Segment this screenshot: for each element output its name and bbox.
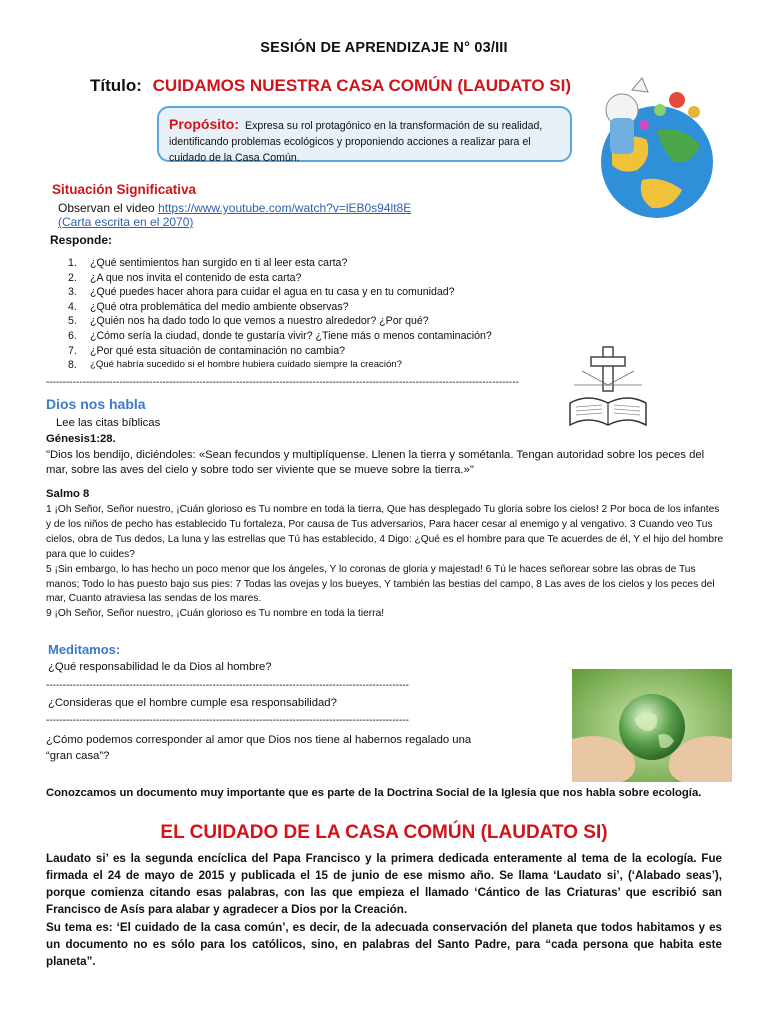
hands-globe-photo <box>572 669 732 782</box>
item-number: 5. <box>68 315 77 328</box>
section-title: EL CUIDADO DE LA CASA COMÚN (LAUDATO SI) <box>160 822 608 843</box>
session-header: SESIÓN DE APRENDIZAJE N° 03/III <box>260 40 508 56</box>
genesis-text: "Dios los bendijo, diciéndoles: «Sean fecundos y multiplíquense. Llenen la tierra y sométanla. Tengan autoridad sobre los peces del mar, sobre las aves del cielo y sobre todo ser viviente que se mueve sobre la tierra.»" <box>46 449 705 476</box>
meditate-question: ¿Cómo podemos corresponder al amor que Dios nos tiene al habernos regalado una <box>46 734 472 746</box>
item-text: ¿A que nos invita el contenido de esta carta? <box>90 271 302 284</box>
item-text: ¿Qué sentimientos han surgido en ti al leer esta carta? <box>90 257 348 269</box>
video-link[interactable]: https://www.youtube.com/watch?v=lEB0s94lt8E <box>158 201 412 215</box>
psalm-paragraph: 5 ¡Sin embargo, lo has hecho un poco menor que los ángeles, Y lo coronas de gloria y majestad! 6 Tú le haces señorear sobre las obras de Tus manos; Todo lo has puesto bajo sus pies: 7 Todas las ovejas y los bueyes, Y también las bestias del campo, 8 Las aves de los cielos y los peces del mar, Cuanto atraviesa las sendas de los mares. <box>46 563 715 605</box>
list-item <box>68 256 492 271</box>
item-number: 1. <box>68 257 77 269</box>
separator-line: ---------------------------------------------------------------------------------------------------------------------------------------------- <box>46 377 519 388</box>
respond-label: Responde: <box>50 233 113 247</box>
psalm-paragraph: 9 ¡Oh Señor, Señor nuestro, ¡Cuán glorioso es Tu nombre en toda la tierra! <box>46 608 385 620</box>
video-block <box>58 201 411 229</box>
list-item <box>68 271 492 286</box>
meditate-question: ¿Consideras que el hombre cumple esa responsabilidad? <box>48 697 337 709</box>
item-number: 7. <box>68 344 77 357</box>
item-text: ¿Cómo sería la ciudad, donde te gustaría vivir? ¿Tiene más o menos contaminación? <box>90 329 492 342</box>
answer-line: ------------------------------------------------------------------------------------------------------------- <box>46 680 409 691</box>
item-number: 6. <box>68 329 77 342</box>
video-prefix: Observan el video <box>58 201 155 215</box>
title-value: CUIDAMOS NUESTRA CASA COMÚN (LAUDATO SI) <box>152 76 572 95</box>
item-text: ¿Qué otra problemática del medio ambiente observas? <box>90 300 349 313</box>
purpose-text: Expresa su rol protagónico en la transformación de su realidad, identificando problemas ecológicos y proponiendo acciones a realizar para el cuidado de la Casa Común. <box>169 120 543 164</box>
answer-line: ------------------------------------------------------------------------------------------------------------- <box>46 715 409 726</box>
intro-document: Conozcamos un documento muy importante que es parte de la Doctrina Social de la Iglesia que nos habla sobre ecología. <box>46 787 702 799</box>
god-speaks-heading: Dios nos habla <box>46 396 146 412</box>
meditate-question: ¿Qué responsabilidad le da Dios al hombre? <box>48 661 272 673</box>
list-item <box>68 344 492 359</box>
meditate-heading: Meditamos: <box>48 642 121 657</box>
list-item <box>68 285 492 300</box>
item-text: ¿Qué puedes hacer ahora para cuidar el agua en tu casa y en tu comunidad? <box>90 286 455 299</box>
item-text: ¿Por qué esta situación de contaminación no cambia? <box>90 344 345 357</box>
laudato-paragraph: Su tema es: ‘El cuidado de la casa común’, es decir, de la adecuada conservación del planeta que todos habitamos y es un documento no es sólo para los católicos, sino, en palabras del Santo Padre, para “cada persona que habita este planeta”. <box>46 921 722 968</box>
psalm-block <box>46 503 726 622</box>
item-number: 8. <box>68 359 77 372</box>
list-item <box>68 358 492 373</box>
bible-cross-icon <box>562 345 654 433</box>
read-intro: Lee las citas bíblicas <box>56 417 161 429</box>
purpose-label: Propósito: <box>169 116 239 132</box>
item-number: 4. <box>68 300 77 313</box>
genesis-ref: Génesis1:28. <box>46 433 116 445</box>
item-number: 2. <box>68 271 77 284</box>
item-text: ¿Quién nos ha dado todo lo que vemos a nuestro alrededor? ¿Por qué? <box>90 315 429 328</box>
list-item <box>68 329 492 344</box>
title-label: Título: <box>90 76 142 95</box>
situation-heading: Situación Significativa <box>52 182 197 197</box>
video-note[interactable]: (Carta escrita en el 2070) <box>58 215 194 229</box>
psalm-paragraph: 1 ¡Oh Señor, Señor nuestro, ¡Cuán glorioso es Tu nombre en toda la tierra, Que has desplegado Tu gloria sobre los cielos! 2 Por boca de los infantes y de los niños de pecho has establecido Tu fortaleza, Por causa de Tus adversarios, Para hacer cesar al enemigo y al vengativo. 3 Cuando veo Tus cielos, obra de Tus dedos, La luna y las estrellas que Tú has establecido, 4 Digo: ¿Qué es el hombre para que Te acuerdes de él, Y el hijo del hombre para que lo cuides? <box>46 504 724 560</box>
item-text: ¿Qué habría sucedido si el hombre hubiera cuidado siempre la creación? <box>90 359 402 371</box>
meditate-question-cont: “gran casa”? <box>46 750 110 762</box>
list-item <box>68 300 492 315</box>
purpose-box <box>157 106 572 162</box>
psalm-ref: Salmo 8 <box>46 488 90 500</box>
list-item <box>68 314 492 329</box>
globe-world-illustration <box>582 70 722 220</box>
item-number: 3. <box>68 286 77 299</box>
title-row <box>90 76 571 96</box>
question-list <box>68 256 492 373</box>
laudato-paragraph: Laudato si’ es la segunda encíclica del Papa Francisco y la primera dedicada enteramente al tema de la ecología. Fue firmada el 24 de mayo de 2015 y publicada el 15 de junio de ese mismo año. Se llama ‘Laudato si’, (‘Alabado seas’), porque comienza citando esas palabras, con las que empieza el llamado ‘Cántico de las Criaturas’ que escribió san Francisco de Asís para alabar y agradecer a Dios por la Creación. <box>46 852 722 916</box>
